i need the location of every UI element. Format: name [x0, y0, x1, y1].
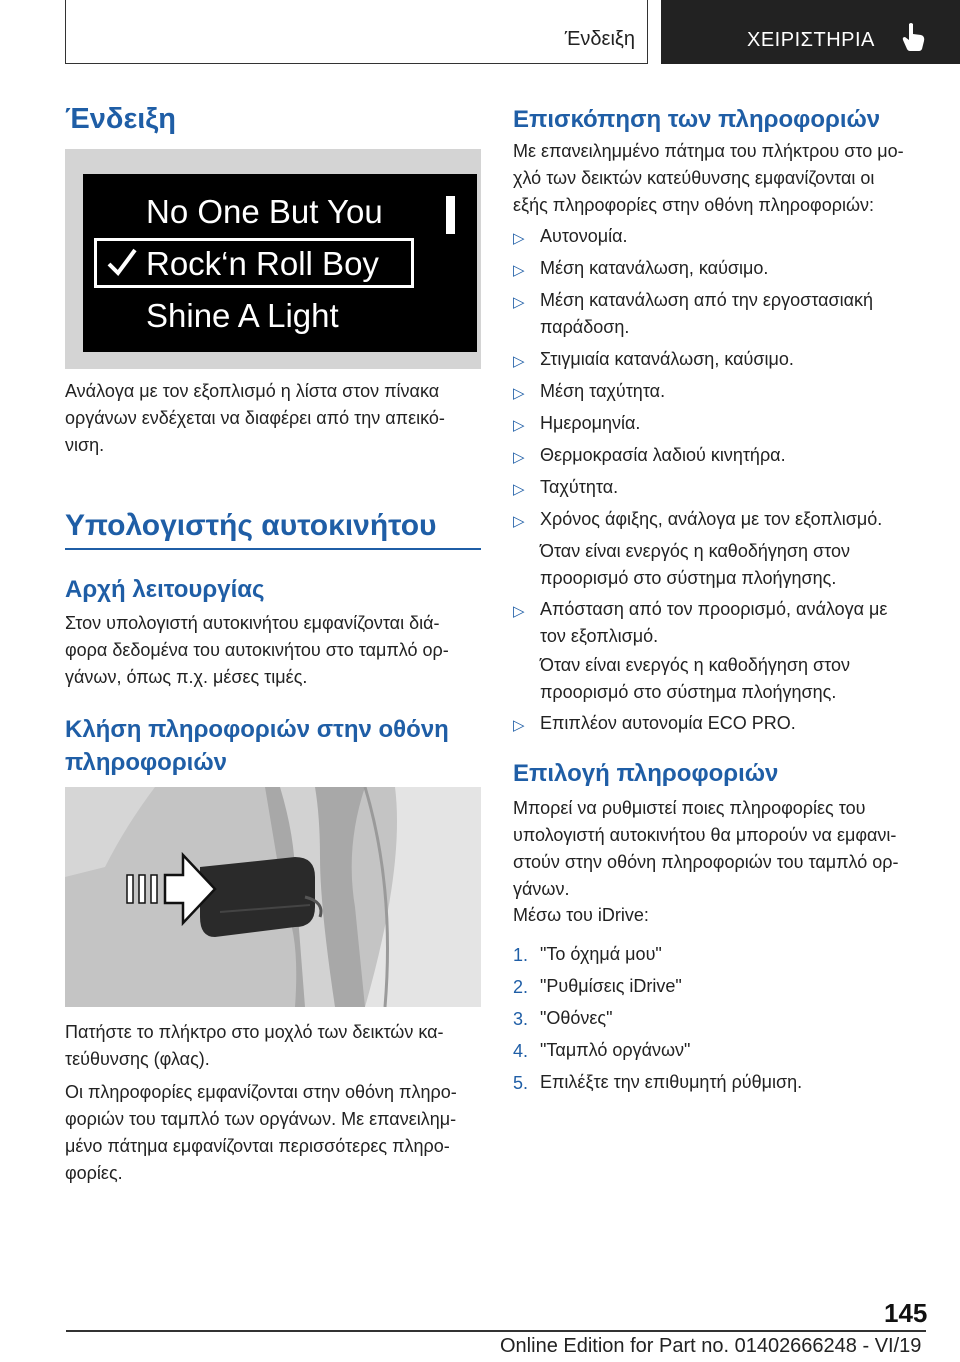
bullet-icon: ▷: [513, 449, 525, 466]
bullet-icon: ▷: [513, 385, 525, 402]
list-item: Θερμοκρασία λαδιού κινητήρα.: [540, 445, 786, 465]
step-number: 1.: [513, 945, 529, 965]
header-chapter-label: ΧΕΙΡΙΣΤΗΡΙΑ: [747, 29, 875, 51]
list-item: Επιπλέον αυτονομία ECO PRO.: [540, 713, 796, 733]
list-item: Απόσταση από τον προορισμό, ανάλογα με τον εξοπλισμό.: [540, 599, 888, 646]
principle-paragraph: Στον υπολογιστή αυτοκινήτου εμφανίζονται διά- φορα δεδομένα του αυτοκινήτου στο ταμπλό ορ- γάνων, όπως π.χ. μέσες τιμές.: [65, 613, 449, 687]
heading-select-info: Επιλογή πληροφοριών: [513, 760, 779, 787]
select-paragraph: Μπορεί να ρυθμιστεί ποιες πληροφορίες του υπολογιστή αυτοκινήτου θα μπορούν να εμφανι- στούν στην οθόνη πληροφοριών του ταμπλό ορ- γάνων.: [513, 798, 899, 899]
list-item: Ημερομηνία.: [540, 413, 641, 433]
hand-pointer-icon: [901, 22, 927, 52]
bullet-icon: ▷: [513, 294, 525, 311]
step-number: 2.: [513, 977, 529, 997]
image-caption: Ανάλογα με τον εξοπλισμό η λίστα στον πίνακα οργάνων ενδέχεται να διαφέρει από την απεικό- νιση.: [65, 381, 445, 455]
checkmark-icon: [106, 247, 138, 277]
section-heading-computer: Υπολογιστής αυτοκινήτου: [65, 509, 437, 542]
footer-rule: [66, 1330, 926, 1332]
header-chapter-tab: [661, 0, 960, 64]
list-item: Αυτονομία.: [540, 226, 628, 246]
section-rule: [65, 548, 481, 550]
bullet-icon: ▷: [513, 513, 525, 530]
menu-item-1: No One But You: [146, 193, 383, 230]
footer-edition: Online Edition for Part no. 01402666248 - VI/19: [500, 1335, 922, 1357]
heading-overview: Επισκόπηση των πληροφοριών: [513, 106, 881, 133]
step-text: "Οθόνες": [540, 1008, 613, 1028]
bullet-icon: ▷: [513, 230, 525, 247]
menu-item-3: Shine A Light: [146, 297, 339, 334]
list-item: Στιγμιαία κατανάλωση, καύσιμο.: [540, 349, 794, 369]
page-number: 145: [884, 1298, 928, 1328]
step-text: "Ρυθμίσεις iDrive": [540, 976, 682, 996]
bullet-icon: ▷: [513, 481, 525, 498]
list-item: Ταχύτητα.: [540, 477, 619, 497]
info-display-paragraph: Οι πληροφορίες εμφανίζονται στην οθόνη πληρο- φοριών του ταμπλό των οργάνων. Με επανειλημ- μένο πάτημα εμφανίζονται περισσότερες πληρο- φορίες.: [65, 1082, 457, 1183]
list-item-note: Όταν είναι ενεργός η καθοδήγηση στον προορισμό στο σύστημα πλοήγησης.: [540, 541, 850, 588]
page-title: Ένδειξη: [65, 103, 176, 135]
header-section-tab: [65, 0, 648, 64]
menu-item-2-selected: Rock‘n Roll Boy: [146, 245, 379, 282]
scrollbar-indicator: [446, 196, 455, 234]
bullet-icon: ▷: [513, 417, 525, 434]
step-number: 5.: [513, 1073, 529, 1093]
press-lever-paragraph: Πατήστε το πλήκτρο στο μοχλό των δεικτών κα- τεύθυνσης (φλας).: [65, 1022, 444, 1069]
heading-principle: Αρχή λειτουργίας: [65, 576, 265, 603]
via-idrive: Μέσω του iDrive:: [513, 905, 649, 925]
list-item-note: Όταν είναι ενεργός η καθοδήγηση στον προορισμό στο σύστημα πλοήγησης.: [540, 655, 850, 702]
step-text: "Ταμπλό οργάνων": [540, 1040, 691, 1060]
step-text: "Το όχημά μου": [540, 944, 662, 964]
bullet-icon: ▷: [513, 717, 525, 734]
header-section-label: Ένδειξη: [564, 28, 635, 50]
bullet-icon: ▷: [513, 603, 525, 620]
step-text: Επιλέξτε την επιθυμητή ρύθμιση.: [540, 1072, 803, 1092]
list-item: Χρόνος άφιξης, ανάλογα με τον εξοπλισμό.: [540, 509, 883, 529]
step-number: 4.: [513, 1041, 529, 1061]
list-item: Μέση κατανάλωση από την εργοστασιακή παράδοση.: [540, 290, 874, 337]
bullet-icon: ▷: [513, 262, 525, 279]
list-item: Μέση ταχύτητα.: [540, 381, 666, 401]
step-number: 3.: [513, 1009, 529, 1029]
bullet-icon: ▷: [513, 353, 525, 370]
overview-paragraph: Με επανειλημμένο πάτημα του πλήκτρου στο μο- χλό των δεικτών κατεύθυνσης εμφανίζονται οι εξής πληροφορίες στην οθόνη πληροφοριών:: [513, 141, 904, 215]
list-item: Μέση κατανάλωση, καύσιμο.: [540, 258, 769, 278]
heading-call-info: Κλήση πληροφοριών στην οθόνη πληροφοριών: [65, 716, 449, 776]
turn-signal-lever-image: [65, 787, 481, 1007]
